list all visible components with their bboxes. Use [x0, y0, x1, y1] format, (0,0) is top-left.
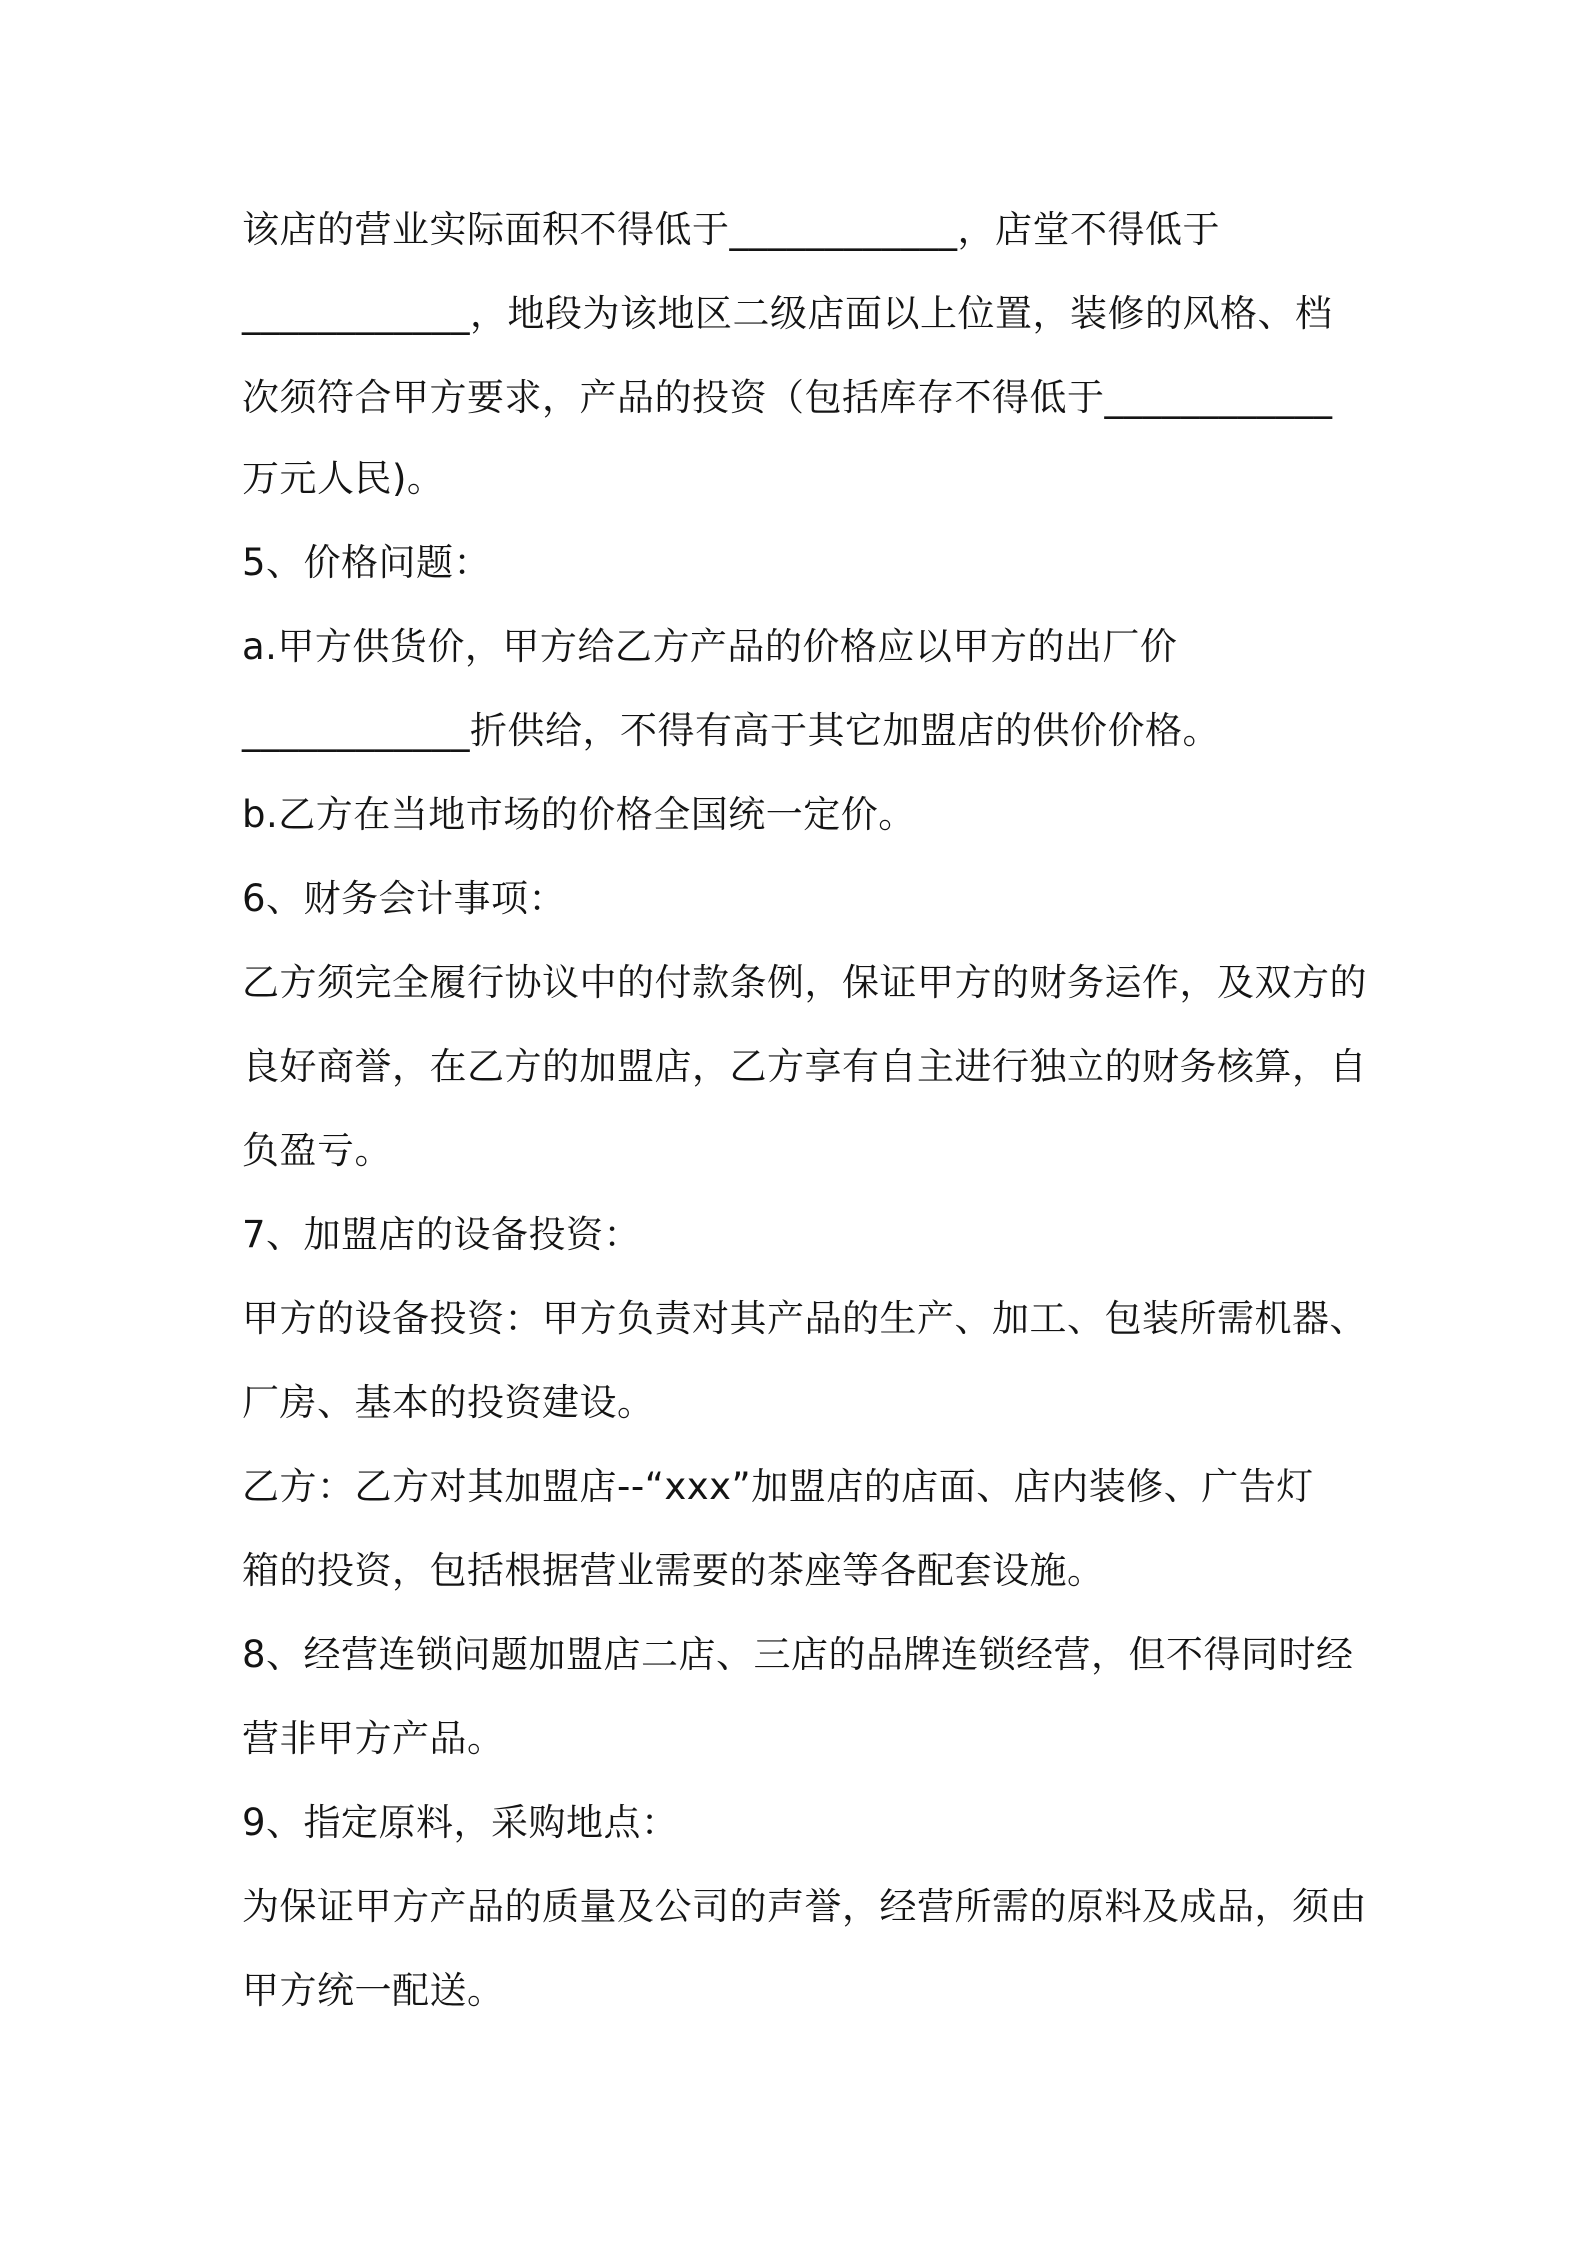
line-16: 乙方：乙方对其加盟店--“xxx”加盟店的店面、店内装修、广告灯: [242, 1465, 1314, 1508]
line-3: 次须符合甲方要求，产品的投资（包括库存不得低于____________: [242, 376, 1333, 419]
section-5-heading: 5、价格问题：: [242, 541, 492, 584]
line-21: 为保证甲方产品的质量及公司的声誉，经营所需的原料及成品，须由: [242, 1885, 1367, 1928]
line-14: 甲方的设备投资：甲方负责对其产品的生产、加工、包装所需机器、: [242, 1297, 1367, 1340]
line-19: 营非甲方产品。: [242, 1717, 505, 1760]
line-4: 万元人民)。: [242, 457, 445, 500]
line-15: 厂房、基本的投资建设。: [242, 1381, 655, 1424]
line-6: a.甲方供货价，甲方给乙方产品的价格应以甲方的出厂价: [242, 625, 1178, 668]
section-7-heading: 7、加盟店的设备投资：: [242, 1213, 642, 1256]
line-1: 该店的营业实际面积不得低于____________，店堂不得低于: [242, 208, 1220, 251]
line-11: 良好商誉，在乙方的加盟店，乙方享有自主进行独立的财务核算，自: [242, 1045, 1367, 1088]
line-22: 甲方统一配送。: [242, 1969, 505, 2012]
section-9-heading: 9、指定原料，采购地点：: [242, 1801, 679, 1844]
line-7: ____________折供给，不得有高于其它加盟店的供价价格。: [242, 709, 1220, 752]
line-12: 负盈亏。: [242, 1129, 392, 1172]
section-6-heading: 6、财务会计事项：: [242, 877, 567, 920]
line-2: ____________，地段为该地区二级店面以上位置，装修的风格、档: [242, 292, 1333, 335]
line-17: 箱的投资，包括根据营业需要的茶座等各配套设施。: [242, 1549, 1105, 1592]
section-8-heading: 8、经营连锁问题加盟店二店、三店的品牌连锁经营，但不得同时经: [242, 1633, 1354, 1676]
line-8: b.乙方在当地市场的价格全国统一定价。: [242, 793, 916, 836]
line-10: 乙方须完全履行协议中的付款条例，保证甲方的财务运作，及双方的: [242, 961, 1367, 1004]
